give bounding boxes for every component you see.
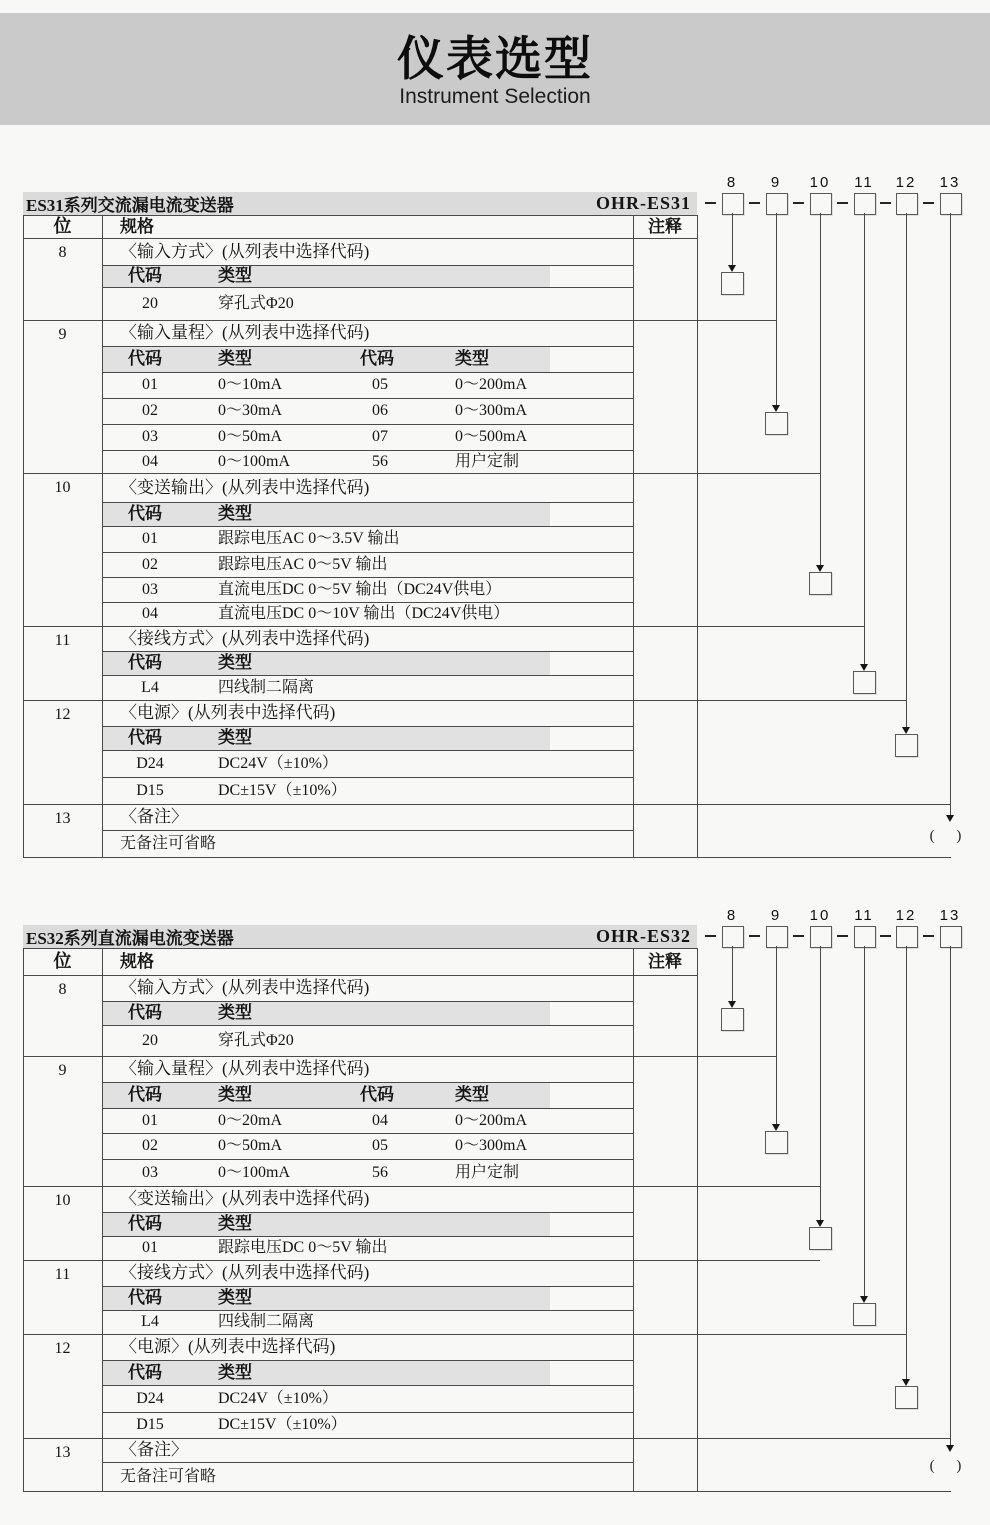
code-cell: 04 bbox=[142, 605, 158, 622]
remark-suffix: ( ) bbox=[929, 1458, 971, 1474]
diagram-line bbox=[820, 213, 821, 565]
code-box bbox=[854, 193, 876, 215]
type-cell: 0～200mA bbox=[455, 1112, 528, 1129]
code-cell: 01 bbox=[142, 376, 158, 393]
page-title: 仪表选型 bbox=[397, 32, 593, 85]
dash-separator bbox=[880, 202, 891, 204]
type-cell: DC24V（±10%） bbox=[218, 1390, 338, 1407]
code-cell: 03 bbox=[142, 1164, 158, 1181]
page-subtitle: Instrument Selection bbox=[399, 85, 591, 108]
subheader-label: 类型 bbox=[218, 1363, 252, 1382]
position-number: 10 bbox=[809, 174, 831, 191]
connector-line bbox=[697, 1260, 820, 1261]
position-number: 12 bbox=[895, 907, 917, 924]
code-box bbox=[896, 193, 918, 215]
target-box bbox=[853, 1303, 876, 1326]
spec-header: 〈接线方式〉(从列表中选择代码) bbox=[120, 1263, 370, 1282]
diagram-line bbox=[776, 946, 777, 1124]
table-title: ES31系列交流漏电流变送器 bbox=[26, 196, 234, 215]
position-number: 12 bbox=[895, 174, 917, 191]
model-code: OHR-ES31 bbox=[595, 193, 691, 213]
table-right-border bbox=[697, 215, 698, 857]
type-cell: 跟踪电压DC 0～5V 输出 bbox=[218, 1239, 388, 1256]
code-cell: 02 bbox=[142, 402, 158, 419]
col-header-pos: 位 bbox=[53, 216, 72, 236]
type-cell: 0～20mA bbox=[218, 1112, 283, 1129]
arrow-down-icon bbox=[860, 664, 868, 671]
code-cell: 01 bbox=[142, 1239, 158, 1256]
type-cell: 穿孔式Φ20 bbox=[218, 295, 294, 312]
subheader-label: 类型 bbox=[455, 1085, 489, 1104]
diagram-line bbox=[950, 946, 951, 1445]
target-box bbox=[809, 572, 832, 595]
code-cell: 04 bbox=[372, 1112, 388, 1129]
spec-header: 〈输入方式〉(从列表中选择代码) bbox=[120, 978, 370, 997]
connector-line bbox=[697, 320, 776, 321]
page-banner bbox=[0, 13, 990, 125]
table-title-bar bbox=[23, 925, 697, 948]
subheader-label: 代码 bbox=[128, 653, 162, 672]
arrow-down-icon bbox=[816, 1220, 824, 1227]
type-cell: 跟踪电压AC 0～5V 输出 bbox=[218, 556, 388, 573]
col-header-note: 注释 bbox=[648, 217, 682, 236]
subheader-underline bbox=[102, 287, 633, 288]
type-cell: 直流电压DC 0～5V 输出（DC24V供电） bbox=[218, 581, 502, 598]
type-cell: DC±15V（±10%） bbox=[218, 1416, 347, 1433]
spec-header: 〈输入方式〉(从列表中选择代码) bbox=[120, 242, 370, 261]
position-cell: 11 bbox=[54, 1266, 71, 1283]
spec-header: 〈输入量程〉(从列表中选择代码) bbox=[120, 323, 370, 342]
position-cell: 9 bbox=[58, 1062, 67, 1079]
dash-separator bbox=[749, 935, 760, 937]
subheader-label: 类型 bbox=[218, 1288, 252, 1307]
remark-suffix: ( ) bbox=[929, 828, 971, 844]
code-cell: 01 bbox=[142, 530, 158, 547]
spec-header: 〈电源〉(从列表中选择代码) bbox=[120, 1337, 336, 1356]
subheader-label: 类型 bbox=[218, 266, 252, 285]
diagram-line bbox=[820, 946, 821, 1220]
code-cell: 03 bbox=[142, 428, 158, 445]
type-cell: 用户定制 bbox=[455, 453, 520, 470]
subheader-label: 代码 bbox=[128, 349, 162, 368]
subheader-underline bbox=[102, 1310, 633, 1311]
position-number: 13 bbox=[939, 907, 961, 924]
type-cell: 0～100mA bbox=[218, 1164, 291, 1181]
code-cell: D15 bbox=[136, 782, 164, 799]
subheader-label: 代码 bbox=[360, 349, 394, 368]
diagram-line bbox=[732, 213, 733, 265]
position-number: 9 bbox=[770, 174, 782, 191]
arrow-down-icon bbox=[772, 1124, 780, 1131]
spec-header: 〈电源〉(从列表中选择代码) bbox=[120, 703, 336, 722]
type-cell: DC±15V（±10%） bbox=[218, 782, 347, 799]
position-cell: 12 bbox=[54, 1340, 71, 1357]
subheader-label: 代码 bbox=[128, 1214, 162, 1233]
code-cell: 56 bbox=[372, 1164, 388, 1181]
connector-line bbox=[697, 1438, 950, 1439]
code-cell: 02 bbox=[142, 1137, 158, 1154]
diagram-line bbox=[906, 213, 907, 727]
code-cell: 20 bbox=[142, 1032, 158, 1049]
connector-line bbox=[697, 700, 906, 701]
target-box bbox=[721, 272, 744, 295]
col-header-spec: 规格 bbox=[120, 217, 154, 236]
subheader-band bbox=[103, 652, 550, 675]
subheader-underline bbox=[102, 675, 633, 676]
model-code: OHR-ES32 bbox=[595, 926, 691, 946]
subheader-band bbox=[103, 727, 550, 750]
subheader-underline bbox=[102, 1385, 633, 1386]
position-cell: 12 bbox=[54, 706, 71, 723]
code-box bbox=[722, 193, 744, 215]
diagram-line bbox=[906, 946, 907, 1379]
subheader-band bbox=[103, 503, 550, 526]
code-cell: 56 bbox=[372, 453, 388, 470]
spec-header: 〈备注〉 bbox=[120, 1440, 188, 1459]
connector-line bbox=[697, 1056, 776, 1057]
connector-line bbox=[697, 473, 820, 474]
row-divider bbox=[102, 777, 633, 778]
position-cell: 10 bbox=[54, 1192, 71, 1209]
subheader-band bbox=[103, 1213, 550, 1236]
target-box bbox=[895, 734, 918, 757]
position-cell: 13 bbox=[54, 810, 71, 827]
type-cell: 0～30mA bbox=[218, 402, 283, 419]
subheader-underline bbox=[102, 1025, 633, 1026]
subheader-underline bbox=[102, 750, 633, 751]
subheader-band bbox=[103, 1287, 550, 1310]
dash-separator bbox=[749, 202, 760, 204]
position-number: 10 bbox=[809, 907, 831, 924]
diagram-line bbox=[864, 213, 865, 664]
position-cell: 8 bbox=[58, 981, 67, 998]
type-cell: 0～10mA bbox=[218, 376, 283, 393]
type-cell: DC24V（±10%） bbox=[218, 755, 338, 772]
position-cell: 13 bbox=[54, 1444, 71, 1461]
type-cell: 四线制二隔离 bbox=[218, 679, 315, 696]
spec-header: 〈变送输出〉(从列表中选择代码) bbox=[120, 1189, 370, 1208]
code-box bbox=[810, 926, 832, 948]
subheader-label: 类型 bbox=[218, 653, 252, 672]
arrow-down-icon bbox=[946, 1445, 954, 1452]
arrow-down-icon bbox=[902, 1379, 910, 1386]
dash-separator bbox=[837, 935, 848, 937]
arrow-down-icon bbox=[772, 405, 780, 412]
subheader-label: 代码 bbox=[128, 1288, 162, 1307]
code-cell: 01 bbox=[142, 1112, 158, 1129]
arrow-down-icon bbox=[728, 265, 736, 272]
spec-header: 〈变送输出〉(从列表中选择代码) bbox=[120, 478, 370, 497]
table-left-border bbox=[23, 215, 24, 857]
subheader-label: 类型 bbox=[218, 504, 252, 523]
diagram-line bbox=[950, 213, 951, 815]
arrow-down-icon bbox=[946, 815, 954, 822]
code-cell: 02 bbox=[142, 556, 158, 573]
target-box bbox=[765, 1131, 788, 1154]
code-box bbox=[896, 926, 918, 948]
subheader-label: 类型 bbox=[218, 349, 252, 368]
subheader-label: 类型 bbox=[455, 349, 489, 368]
arrow-down-icon bbox=[902, 727, 910, 734]
type-cell: 0～300mA bbox=[455, 402, 528, 419]
subheader-band bbox=[103, 266, 550, 287]
spec-header: 〈备注〉 bbox=[120, 807, 188, 826]
remark-cell: 无备注可省略 bbox=[120, 835, 217, 852]
arrow-down-icon bbox=[728, 1001, 736, 1008]
col-header-pos: 位 bbox=[53, 951, 72, 971]
position-number: 8 bbox=[726, 174, 738, 191]
subheader-label: 代码 bbox=[128, 1363, 162, 1382]
connector-line bbox=[697, 1186, 820, 1187]
position-number: 11 bbox=[854, 907, 874, 924]
pos-column-divider bbox=[102, 215, 103, 857]
code-cell: 03 bbox=[142, 581, 158, 598]
code-cell: D24 bbox=[136, 755, 164, 772]
position-cell: 10 bbox=[54, 479, 71, 496]
target-box bbox=[721, 1008, 744, 1031]
dash-separator bbox=[880, 935, 891, 937]
table-title-bar bbox=[23, 192, 697, 215]
type-cell: 0～500mA bbox=[455, 428, 528, 445]
type-cell: 穿孔式Φ20 bbox=[218, 1032, 294, 1049]
code-box bbox=[940, 193, 962, 215]
subheader-label: 代码 bbox=[128, 1085, 162, 1104]
code-box bbox=[722, 926, 744, 948]
type-cell: 跟踪电压AC 0～3.5V 输出 bbox=[218, 530, 400, 547]
arrow-down-icon bbox=[816, 565, 824, 572]
code-cell: 05 bbox=[372, 1137, 388, 1154]
position-number: 8 bbox=[726, 907, 738, 924]
arrow-down-icon bbox=[860, 1296, 868, 1303]
col-header-note: 注释 bbox=[648, 952, 682, 971]
position-number: 13 bbox=[939, 174, 961, 191]
type-cell: 四线制二隔离 bbox=[218, 1313, 315, 1330]
subheader-label: 代码 bbox=[128, 728, 162, 747]
dash-separator bbox=[837, 202, 848, 204]
diagram-line bbox=[776, 213, 777, 405]
code-box bbox=[766, 193, 788, 215]
table-bottom-border bbox=[23, 1491, 697, 1492]
code-box bbox=[766, 926, 788, 948]
dash-separator bbox=[705, 935, 716, 937]
connector-line bbox=[697, 1334, 906, 1335]
subheader-label: 代码 bbox=[360, 1085, 394, 1104]
note-column-divider bbox=[633, 948, 634, 1491]
type-cell: 直流电压DC 0～10V 输出（DC24V供电） bbox=[218, 605, 510, 622]
connector-line bbox=[697, 857, 951, 858]
position-number: 9 bbox=[770, 907, 782, 924]
col-header-spec: 规格 bbox=[120, 952, 154, 971]
target-box bbox=[853, 671, 876, 694]
spec-header: 〈输入量程〉(从列表中选择代码) bbox=[120, 1059, 370, 1078]
remark-cell: 无备注可省略 bbox=[120, 1468, 217, 1485]
code-box bbox=[810, 193, 832, 215]
subheader-label: 代码 bbox=[128, 266, 162, 285]
type-cell: 0～300mA bbox=[455, 1137, 528, 1154]
dash-separator bbox=[793, 935, 804, 937]
dash-separator bbox=[923, 935, 934, 937]
code-box bbox=[854, 926, 876, 948]
subheader-band bbox=[103, 1002, 550, 1025]
code-cell: L4 bbox=[141, 1313, 159, 1330]
note-column-divider bbox=[633, 215, 634, 857]
table-bottom-border bbox=[23, 857, 697, 858]
diagram-line bbox=[864, 946, 865, 1296]
code-cell: 20 bbox=[142, 295, 158, 312]
subheader-label: 类型 bbox=[218, 1003, 252, 1022]
table-title: ES32系列直流漏电流变送器 bbox=[26, 929, 234, 948]
connector-line bbox=[697, 1491, 951, 1492]
code-box bbox=[940, 926, 962, 948]
subheader-label: 类型 bbox=[218, 1085, 252, 1104]
row-divider bbox=[102, 1412, 633, 1413]
code-cell: 06 bbox=[372, 402, 388, 419]
subheader-band bbox=[103, 1361, 550, 1385]
table-right-border bbox=[697, 948, 698, 1491]
code-cell: 07 bbox=[372, 428, 388, 445]
type-cell: 0～50mA bbox=[218, 428, 283, 445]
target-box bbox=[765, 412, 788, 435]
pos-column-divider bbox=[102, 948, 103, 1491]
type-cell: 0～100mA bbox=[218, 453, 291, 470]
type-cell: 0～200mA bbox=[455, 376, 528, 393]
target-box bbox=[895, 1386, 918, 1409]
position-cell: 8 bbox=[58, 244, 67, 261]
spec-header: 〈接线方式〉(从列表中选择代码) bbox=[120, 629, 370, 648]
target-box bbox=[809, 1227, 832, 1250]
subheader-label: 代码 bbox=[128, 1003, 162, 1022]
dash-separator bbox=[793, 202, 804, 204]
code-cell: 05 bbox=[372, 376, 388, 393]
code-cell: D24 bbox=[136, 1390, 164, 1407]
type-cell: 0～50mA bbox=[218, 1137, 283, 1154]
connector-line bbox=[697, 804, 950, 805]
diagram-line bbox=[732, 946, 733, 1001]
connector-line bbox=[697, 626, 864, 627]
position-cell: 11 bbox=[54, 632, 71, 649]
type-cell: 用户定制 bbox=[455, 1164, 520, 1181]
dash-separator bbox=[923, 202, 934, 204]
table-left-border bbox=[23, 948, 24, 1491]
subheader-label: 类型 bbox=[218, 1214, 252, 1233]
dash-separator bbox=[705, 202, 716, 204]
subheader-label: 代码 bbox=[128, 504, 162, 523]
position-number: 11 bbox=[854, 174, 874, 191]
code-cell: L4 bbox=[141, 679, 159, 696]
subheader-label: 类型 bbox=[218, 728, 252, 747]
position-cell: 9 bbox=[58, 326, 67, 343]
code-cell: D15 bbox=[136, 1416, 164, 1433]
code-cell: 04 bbox=[142, 453, 158, 470]
